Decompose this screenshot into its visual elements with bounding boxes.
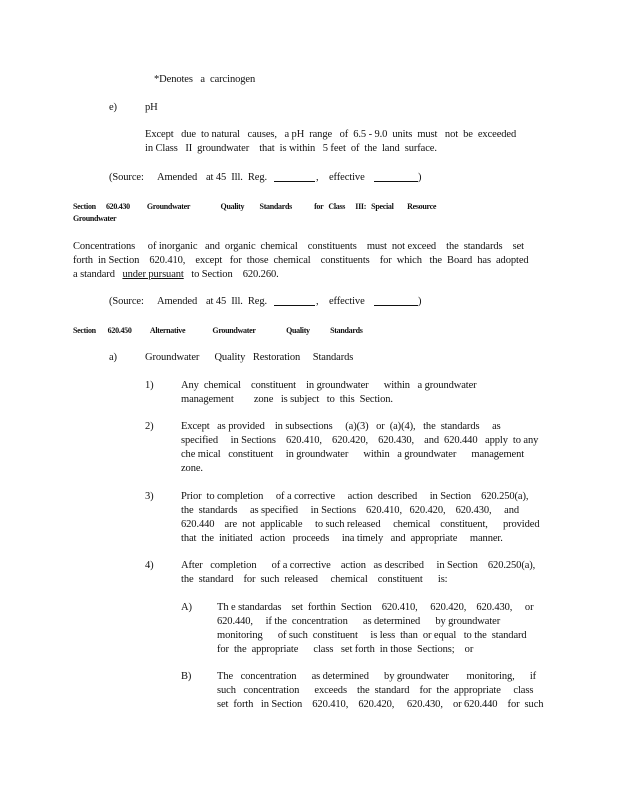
text-line: After completion of a corrective action as described in Section 620.250(a), xyxy=(181,560,536,571)
item-2-text xyxy=(181,420,538,476)
text-line: The concentration as determined by groundwater monitoring, if xyxy=(217,671,537,682)
subitem-a-text xyxy=(217,601,533,657)
effective-label: effective xyxy=(329,172,365,183)
text-line: that the initiated action proceeds ina timely and appropriate manner. xyxy=(181,533,503,544)
amended-label: Amended xyxy=(157,172,198,183)
item-e-text xyxy=(145,128,516,156)
register-blank xyxy=(274,171,315,182)
text-line: Concentrations of inorganic and organic chemical constituents must not exceed the standards set xyxy=(73,241,524,252)
text-line: specified in Sections 620.410, 620.420, 620.430, and 620.440 apply to any xyxy=(181,435,539,446)
item-2-label: 2) xyxy=(145,421,154,432)
underlined-insertion: under pursuant xyxy=(122,269,184,280)
text-line: management zone is subject to this Section. xyxy=(181,394,393,405)
text-line: for the appropriate class set forth in those Sections; or xyxy=(217,644,474,655)
text-line: che mical constituent in groundwater within a groundwater management xyxy=(181,449,525,460)
item-3-label: 3) xyxy=(145,491,154,502)
section-620-430-heading-cont: Groundwater xyxy=(73,214,117,223)
item-e-label: e) xyxy=(109,102,117,113)
item-1-text xyxy=(181,379,477,407)
section-620-430-text xyxy=(73,240,529,282)
effective-label: effective xyxy=(329,296,365,307)
source-label: (Source: xyxy=(109,296,144,307)
item-4-text xyxy=(181,559,535,587)
item-a-title: Groundwater Quality Restoration Standards xyxy=(145,352,354,363)
text-line: zone. xyxy=(181,463,203,474)
register-label: at 45 Ill. Reg. xyxy=(206,172,267,183)
text-line: Th e standardas set forthin Section 620.410, 620.420, 620.430, or xyxy=(217,602,534,613)
item-1-label: 1) xyxy=(145,380,154,391)
subitem-b-text xyxy=(217,670,543,712)
text-line: a standard under pursuant to Section 620.260. xyxy=(73,269,279,280)
item-e-title: pH xyxy=(145,102,158,113)
text-line: such concentration exceeds the standard for the appropriate class xyxy=(217,685,534,696)
effective-blank xyxy=(374,295,418,306)
register-label: at 45 Ill. Reg. xyxy=(206,296,267,307)
subitem-b-label: B) xyxy=(181,671,192,682)
carcinogen-note: *Denotes a carcinogen xyxy=(154,74,256,85)
source-label: (Source: xyxy=(109,172,144,183)
text-line: Prior to completion of a corrective action described in Section 620.250(a), xyxy=(181,491,529,502)
comma: , xyxy=(316,172,319,183)
text-line: the standards as specified in Sections 620.410, 620.420, 620.430, and xyxy=(181,505,520,516)
section-620-430-heading: Section 620.430 Groundwater Quality Standards for Class III: Special Resource xyxy=(73,202,437,211)
section-620-450-heading: Section 620.450 Alternative Groundwater Quality Standards xyxy=(73,326,363,335)
comma: , xyxy=(316,296,319,307)
amended-label: Amended xyxy=(157,296,198,307)
item-3-text xyxy=(181,490,539,546)
subitem-a-label: A) xyxy=(181,602,192,613)
text-line: the standard for such released chemical constituent is: xyxy=(181,574,448,585)
effective-blank xyxy=(374,171,418,182)
text-line: in Class II groundwater that is within 5 feet of the land surface. xyxy=(145,143,437,154)
text-line: 620.440, if the concentration as determined by groundwater xyxy=(217,616,501,627)
item-4-label: 4) xyxy=(145,560,154,571)
text-line: Except due to natural causes, a pH range of 6.5 - 9.0 units must not be exceeded xyxy=(145,129,517,140)
text-line: forth in Section 620.410, except for those chemical constituents for which the Board has adopted xyxy=(73,255,529,266)
close-paren: ) xyxy=(418,296,422,307)
register-blank xyxy=(274,295,315,306)
text-line: monitoring of such constituent is less than or equal to the standard xyxy=(217,630,527,641)
text-line: Except as provided in subsections (a)(3) or (a)(4), the standards as xyxy=(181,421,501,432)
text-line: 620.440 are not applicable to such released chemical constituent, provided xyxy=(181,519,540,530)
text-line: set forth in Section 620.410, 620.420, 620.430, or 620.440 for such xyxy=(217,699,544,710)
item-a-label: a) xyxy=(109,352,117,363)
text-line: Any chemical constituent in groundwater within a groundwater xyxy=(181,380,477,391)
close-paren: ) xyxy=(418,172,422,183)
